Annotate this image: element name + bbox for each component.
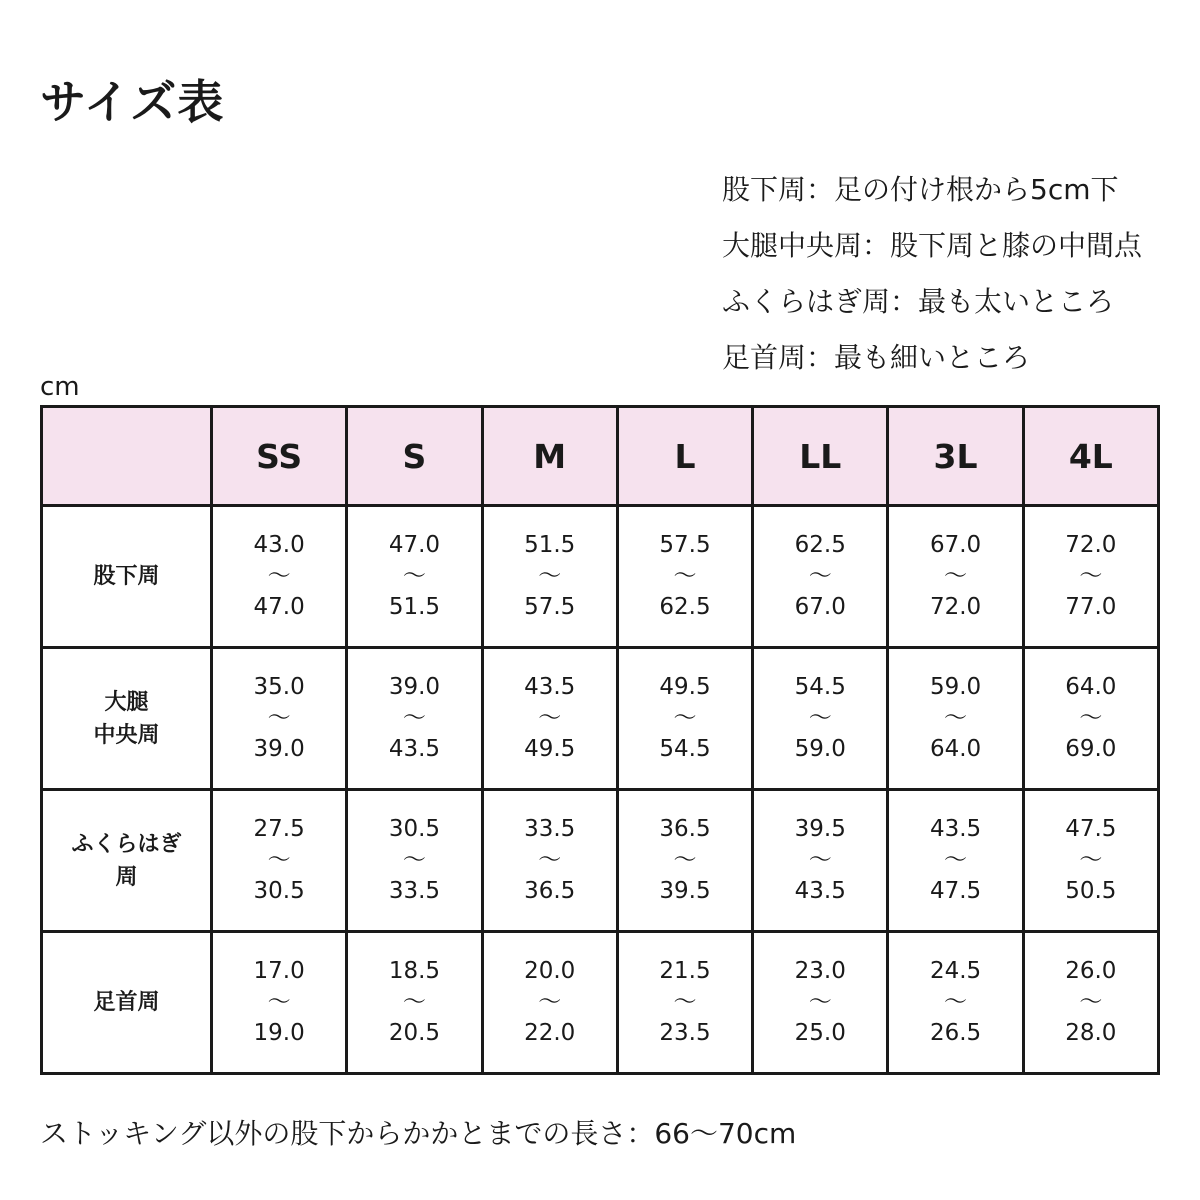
size-range-cell [617,648,752,790]
size-range-cell [347,790,482,932]
range-min: 18.5 [388,958,441,984]
size-range-cell [212,506,347,648]
row-label-line: 大腿 [104,689,149,715]
range-max: 62.5 [659,594,711,620]
size-range-cell [1023,932,1158,1074]
range-min: 54.5 [794,674,846,700]
table-row-ankle [42,932,1159,1074]
size-range-cell [753,648,888,790]
header-row [42,407,1159,506]
range-max: 22.0 [524,1020,576,1046]
range-separator: 〜 [808,563,832,589]
size-table-body [42,506,1159,1074]
size-table-header [42,407,1159,506]
range-separator: 〜 [538,563,562,589]
range-min: 23.0 [794,958,846,984]
range-separator: 〜 [1079,989,1103,1015]
range-min: 51.5 [524,532,576,558]
range-separator: 〜 [1079,847,1103,873]
size-range-cell [617,506,752,648]
range-max: 72.0 [929,594,982,620]
size-range-cell [212,932,347,1074]
range-max: 67.0 [794,594,846,620]
range-max: 69.0 [1065,736,1117,762]
header-size-m: M [482,407,617,506]
range-max: 28.0 [1065,1020,1117,1046]
table-row-calf [42,790,1159,932]
range-min: 26.0 [1065,958,1117,984]
size-range-cell [1023,506,1158,648]
range-min: 39.5 [794,816,846,842]
size-range-cell [482,790,617,932]
range-max: 57.5 [524,594,576,620]
range-max: 50.5 [1065,878,1117,904]
header-corner-cell [42,407,212,506]
row-label-line: 股下周 [93,564,160,589]
range-max: 39.5 [659,878,711,904]
range-max: 43.5 [794,878,846,904]
note-inseam: 股下周：足の付け根から5cm下 [722,173,1119,206]
size-range-cell [888,648,1023,790]
row-label-line: 周 [115,864,138,890]
size-range-cell [212,648,347,790]
range-separator: 〜 [267,563,291,589]
range-min: 47.0 [388,532,441,558]
range-min: 57.5 [659,532,711,558]
row-label [42,790,212,932]
range-max: 20.5 [388,1020,441,1046]
header-size-s: S [347,407,482,506]
size-range-cell [212,790,347,932]
range-separator: 〜 [402,847,426,873]
row-label-line: 中央周 [93,722,160,748]
range-max: 54.5 [659,736,711,762]
range-max: 43.5 [388,736,441,762]
unit-label: cm [40,372,80,402]
range-separator: 〜 [267,989,291,1015]
size-range-cell [482,648,617,790]
range-max: 39.0 [253,736,305,762]
range-separator: 〜 [538,847,562,873]
range-separator: 〜 [673,847,697,873]
range-min: 39.0 [388,674,441,700]
range-max: 47.0 [253,594,305,620]
size-range-cell [888,932,1023,1074]
range-separator: 〜 [808,705,832,731]
range-separator: 〜 [267,705,291,731]
table-row-mid-thigh [42,648,1159,790]
header-size-4l: 4L [1023,407,1158,506]
range-min: 30.5 [388,816,441,842]
range-max: 77.0 [1065,594,1117,620]
range-min: 49.5 [659,674,711,700]
range-separator: 〜 [944,847,968,873]
range-max: 36.5 [524,878,576,904]
size-range-cell [888,506,1023,648]
note-mid-thigh: 大腿中央周：股下周と膝の中間点 [722,229,1143,262]
range-max: 59.0 [794,736,846,762]
size-range-cell [347,932,482,1074]
range-separator: 〜 [402,989,426,1015]
note-calf: ふくらはぎ周：最も太いところ [722,285,1115,318]
range-min: 35.0 [253,674,305,700]
measurement-notes [722,162,1192,386]
range-min: 47.5 [1065,816,1117,842]
size-range-cell [482,932,617,1074]
range-min: 24.5 [929,958,982,984]
size-table [40,405,1160,1075]
size-range-cell [753,506,888,648]
range-max: 51.5 [388,594,441,620]
range-max: 49.5 [524,736,576,762]
range-separator: 〜 [1079,705,1103,731]
range-min: 20.0 [524,958,576,984]
range-max: 26.5 [929,1020,982,1046]
range-min: 36.5 [659,816,711,842]
range-separator: 〜 [944,563,968,589]
range-separator: 〜 [538,989,562,1015]
row-label [42,648,212,790]
row-label [42,932,212,1074]
range-max: 47.5 [929,878,982,904]
size-range-cell [1023,790,1158,932]
range-separator: 〜 [402,563,426,589]
page-title: サイズ表 [40,75,225,129]
row-label-line: ふくらはぎ [71,831,182,857]
range-min: 21.5 [659,958,711,984]
size-range-cell [753,790,888,932]
range-min: 62.5 [794,532,846,558]
range-separator: 〜 [1079,563,1103,589]
range-max: 19.0 [253,1020,305,1046]
range-separator: 〜 [944,989,968,1015]
range-separator: 〜 [808,989,832,1015]
range-min: 33.5 [524,816,576,842]
header-size-ss: SS [212,407,347,506]
range-separator: 〜 [808,847,832,873]
range-max: 25.0 [794,1020,846,1046]
range-min: 72.0 [1065,532,1117,558]
size-range-cell [888,790,1023,932]
range-min: 27.5 [253,816,305,842]
range-min: 64.0 [1065,674,1117,700]
range-separator: 〜 [944,705,968,731]
range-max: 30.5 [253,878,305,904]
header-size-ll: LL [753,407,888,506]
range-min: 17.0 [253,958,305,984]
note-ankle: 足首周：最も細いところ [722,341,1031,374]
range-separator: 〜 [673,563,697,589]
row-label-line: 足首周 [93,990,160,1015]
size-range-cell [617,790,752,932]
size-range-cell [753,932,888,1074]
range-separator: 〜 [402,705,426,731]
inseam-length-note: ストッキング以外の股下からかかとまでの長さ：66〜70cm [40,1117,797,1150]
range-min: 43.5 [929,816,982,842]
range-max: 64.0 [929,736,982,762]
range-min: 43.5 [524,674,576,700]
range-min: 67.0 [929,532,982,558]
range-separator: 〜 [538,705,562,731]
range-min: 59.0 [929,674,982,700]
range-min: 43.0 [253,532,305,558]
size-range-cell [347,648,482,790]
header-size-l: L [617,407,752,506]
size-range-cell [482,506,617,648]
range-separator: 〜 [673,989,697,1015]
table-row-inseam [42,506,1159,648]
range-max: 23.5 [659,1020,711,1046]
range-separator: 〜 [673,705,697,731]
range-separator: 〜 [267,847,291,873]
size-range-cell [617,932,752,1074]
header-size-3l: 3L [888,407,1023,506]
size-range-cell [1023,648,1158,790]
size-range-cell [347,506,482,648]
range-max: 33.5 [388,878,441,904]
row-label [42,506,212,648]
